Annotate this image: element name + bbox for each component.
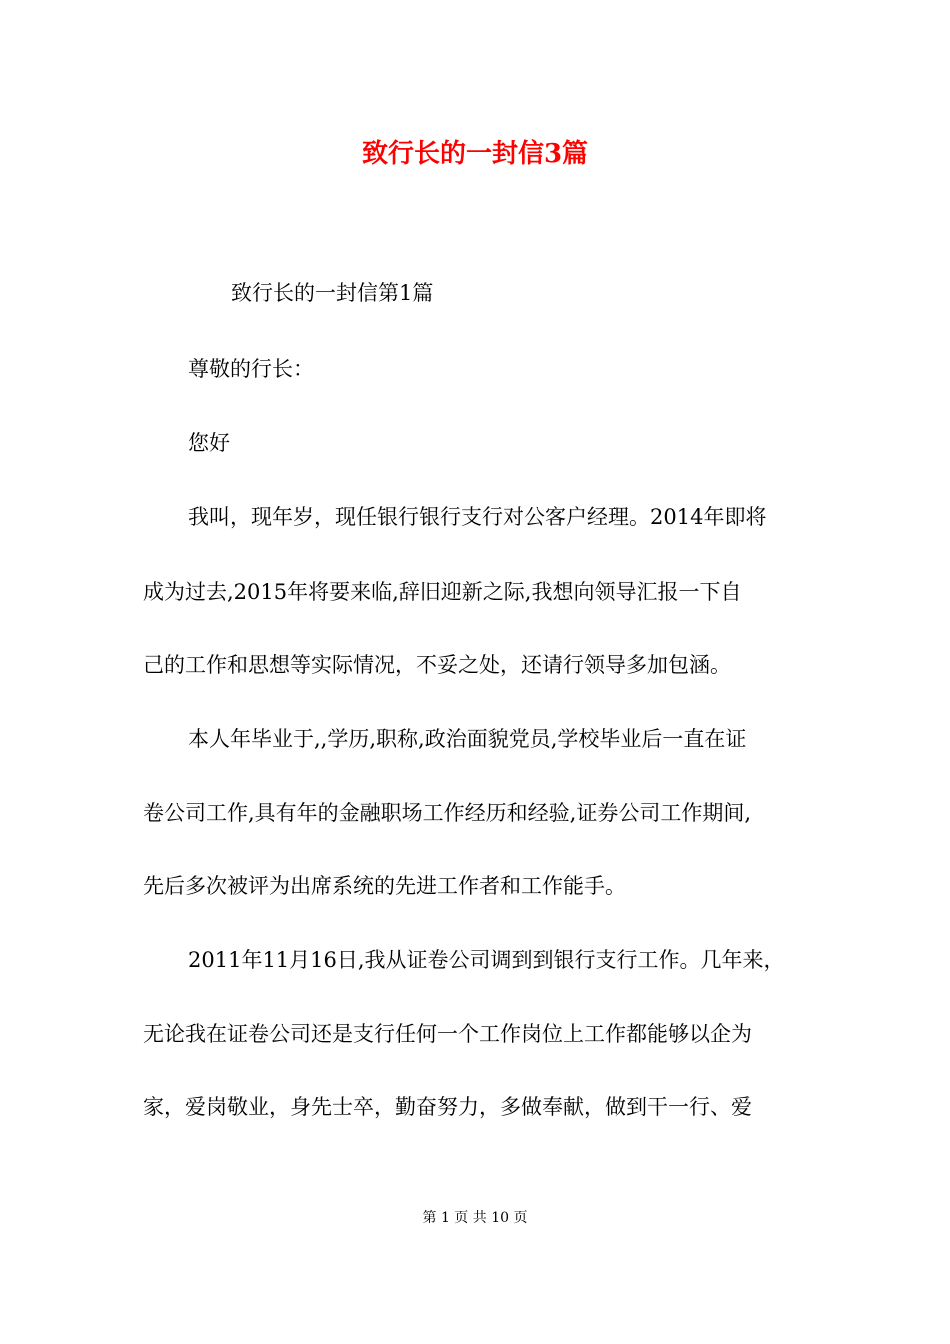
paragraph-line: 2011年11月16日,我从证卷公司调到到银行支行工作。几年来， <box>188 948 785 972</box>
paragraph-line: 己的工作和思想等实际情况，不妥之处，还请行领导多加包涵。 <box>143 653 731 677</box>
paragraph-line: 成为过去,2015年将要来临,辞旧迎新之际,我想向领导汇报一下自 <box>143 580 742 604</box>
salutation: 尊敬的行长： <box>188 357 314 381</box>
document-title: 致行长的一封信3篇 <box>361 139 589 169</box>
section-heading: 致行长的一封信第1篇 <box>231 281 434 305</box>
paragraph-line: 家，爱岗敬业，身先士卒，勤奋努力，多做奉献，做到干一行、爱 <box>143 1095 752 1119</box>
paragraph-line: 本人年毕业于,,学历,职称,政治面貌党员,学校毕业后一直在证 <box>188 727 747 751</box>
paragraph-line: 卷公司工作,具有年的金融职场工作经历和经验,证券公司工作期间, <box>143 801 752 825</box>
paragraph-line: 无论我在证卷公司还是支行任何一个工作岗位上工作都能够以企为 <box>143 1022 752 1046</box>
paragraph-line: 先后多次被评为出席系统的先进工作者和工作能手。 <box>143 874 626 898</box>
paragraph-line: 我叫，现年岁，现任银行银行支行对公客户经理。2014年即将 <box>188 505 767 529</box>
document-body <box>143 276 807 1125</box>
greeting: 您好 <box>188 431 230 455</box>
page-number-footer: 第 1 页 共 10 页 <box>422 1210 528 1226</box>
